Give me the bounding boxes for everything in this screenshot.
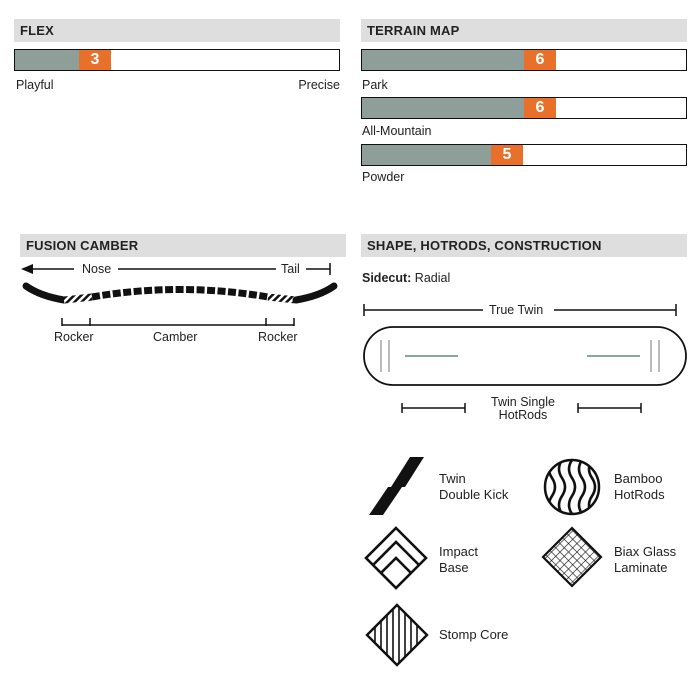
terrain-label-powder: Powder bbox=[362, 170, 405, 184]
feature-impact-base bbox=[439, 544, 478, 576]
terrain-value-badge: 6 bbox=[524, 98, 556, 118]
feature-label-line2: Laminate bbox=[614, 560, 668, 575]
terrain-value-badge: 6 bbox=[524, 50, 556, 70]
nose-label: Nose bbox=[82, 262, 112, 276]
feature-label-line2: HotRods bbox=[614, 487, 665, 502]
feature-double-kick bbox=[439, 471, 508, 503]
hotrods-label bbox=[473, 396, 573, 422]
flex-value-badge: 3 bbox=[79, 50, 111, 70]
terrain-label-all-mountain: All-Mountain bbox=[362, 124, 432, 138]
camber-board-profile bbox=[26, 286, 334, 300]
stomp-core-icon bbox=[367, 600, 427, 670]
terrain-header bbox=[361, 19, 687, 42]
terrain-bar-powder bbox=[361, 144, 687, 166]
feature-label-line1: Impact bbox=[439, 544, 479, 559]
tail-label: Tail bbox=[281, 262, 300, 276]
feature-label-line1: Stomp Core bbox=[439, 627, 509, 642]
terrain-title: TERRAIN MAP bbox=[367, 23, 460, 38]
hotrods-label-line1: Twin Single bbox=[491, 395, 555, 409]
bamboo-hotrods-icon bbox=[545, 460, 599, 514]
impact-base-icon bbox=[366, 528, 426, 588]
camber-zone-brackets bbox=[62, 318, 294, 326]
terrain-bar-park bbox=[361, 49, 687, 71]
feature-label-line1: Twin bbox=[439, 471, 466, 486]
board-outline bbox=[364, 327, 686, 385]
shape-title: SHAPE, HOTRODS, CONSTRUCTION bbox=[367, 238, 602, 253]
terrain-bar-fill bbox=[362, 145, 491, 165]
terrain-bar-all-mountain bbox=[361, 97, 687, 119]
flex-bar bbox=[14, 49, 340, 71]
feature-label-line1: Bamboo bbox=[614, 471, 663, 486]
rocker-label-right: Rocker bbox=[258, 330, 298, 344]
rocker-label-left: Rocker bbox=[54, 330, 94, 344]
true-twin-label: True Twin bbox=[489, 303, 544, 317]
flex-bar-fill bbox=[15, 50, 79, 70]
hotrods-label-line2: HotRods bbox=[498, 408, 548, 422]
flex-title: FLEX bbox=[20, 23, 55, 38]
camber-title: FUSION CAMBER bbox=[26, 238, 139, 253]
shape-header bbox=[361, 234, 687, 257]
feature-stomp-core bbox=[439, 627, 508, 643]
sidecut-value: Radial bbox=[414, 271, 451, 285]
terrain-bar-fill bbox=[362, 50, 524, 70]
flex-right-label: Precise bbox=[298, 78, 340, 92]
feature-biax-glass bbox=[614, 544, 676, 576]
double-kick-icon bbox=[369, 457, 424, 515]
flex-header bbox=[14, 19, 340, 42]
sidecut-label: Sidecut: bbox=[362, 271, 412, 285]
sidecut-text bbox=[362, 271, 450, 285]
feature-bamboo-hotrods bbox=[614, 471, 665, 503]
feature-label-line2: Double Kick bbox=[439, 487, 509, 502]
terrain-bar-fill bbox=[362, 98, 524, 118]
terrain-label-park: Park bbox=[362, 78, 388, 92]
camber-header bbox=[20, 234, 346, 257]
feature-label-line2: Base bbox=[439, 560, 469, 575]
terrain-value-badge: 5 bbox=[491, 145, 523, 165]
camber-label: Camber bbox=[153, 330, 198, 344]
feature-label-line1: Biax Glass bbox=[614, 544, 677, 559]
flex-left-label: Playful bbox=[16, 78, 54, 92]
biax-glass-icon bbox=[543, 528, 601, 586]
